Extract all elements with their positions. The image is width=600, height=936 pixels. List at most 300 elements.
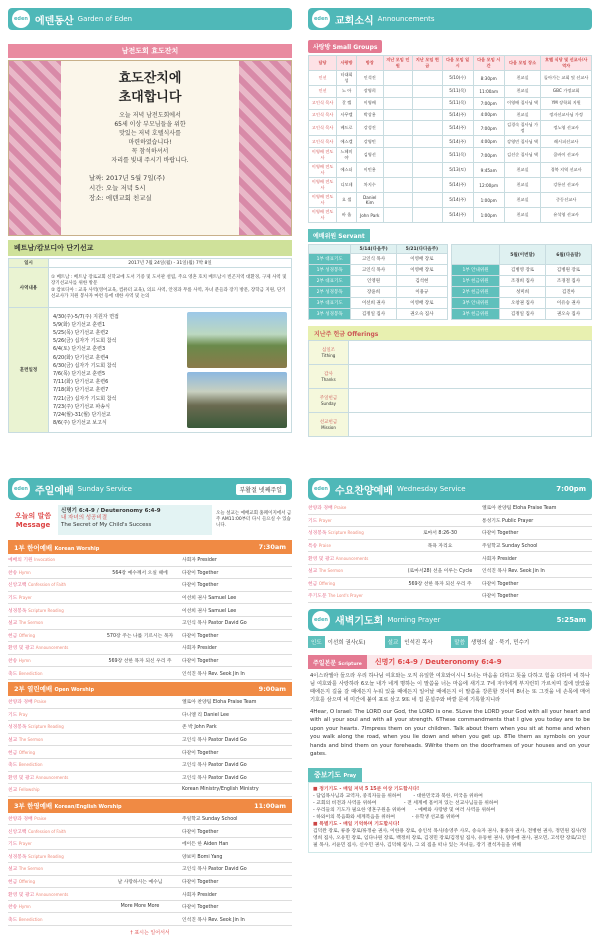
sg-cell: 7:00pm — [473, 121, 504, 136]
prayer-item: - 담임목사님과 교역자, 중직자들을 위하여 - 대한민국과 북한, 미국을 위하여 — [313, 793, 483, 799]
sg-cell: 이민용 — [356, 163, 383, 178]
sg-cell: 갈 렙 — [337, 97, 357, 109]
offering-amount — [349, 341, 592, 365]
order-person: 다같이 Together — [182, 659, 219, 665]
order-item-en: Announcements — [35, 774, 69, 780]
content-item: ① 베트남 : 베트남 장로교회 신학교에 도서 기증 및 도서관 설립, 주요 영혼 호치 베트남시 빈곤지역 대환경, 구제 사역 및 장기선교사를 위한 방문 — [51, 274, 287, 286]
sg-cell: 11:00am — [473, 86, 504, 98]
order-item-ko: 성경봉독 — [8, 854, 27, 860]
list-item — [8, 567, 292, 580]
part3-en: Korean/English Worship — [54, 804, 122, 811]
wednesday-header — [308, 478, 592, 500]
sg-cell: 5/11(목) — [442, 86, 473, 98]
sg-cell: GBC 가정교회 — [541, 86, 592, 98]
order-person: 에이든 한 Aiden Han — [182, 842, 229, 848]
part3-time: 11:00am — [254, 801, 286, 810]
list-item — [8, 863, 292, 876]
order-person: 이선희 권사 Samuel Lee — [182, 596, 237, 602]
list-item — [8, 759, 292, 772]
sg-cell: 강영민 — [356, 136, 383, 148]
table-row — [309, 298, 448, 309]
list-item — [308, 552, 592, 565]
message-note: 오늘 설교는 예배교회 홈페이지에서 금주 AM11:00부터 다시 들으실 수 있습니다. — [216, 511, 292, 528]
order-item-en: Scripture Reading — [28, 853, 64, 859]
order-item-ko: 축도 — [8, 917, 18, 923]
list-item — [8, 734, 292, 747]
sg-cell: 친교실 — [504, 163, 540, 178]
sg-cell: 5/11(목) — [442, 97, 473, 109]
sg-cell: 이영배 전도사 — [309, 148, 337, 163]
order-item-en: Praise — [334, 505, 347, 511]
table-row — [309, 341, 592, 365]
order-item-en: Praise — [318, 543, 331, 549]
announcements-panel — [308, 8, 592, 454]
sunday-tag: 부활절 넷째주일 — [236, 484, 286, 495]
sg-cell: 타대회성 — [337, 71, 357, 86]
morning-title: 새벽기도회 — [335, 616, 384, 628]
order-item — [8, 670, 98, 677]
sg-cell: 친교실 — [504, 193, 540, 208]
order-item-en: The Sermon — [318, 568, 343, 574]
sg-cell — [383, 208, 413, 223]
morning-time: 5:25am — [556, 615, 586, 624]
offering-ko: 선교헌금 — [319, 420, 338, 426]
order-item-ko: 특송 — [308, 544, 318, 550]
sg-cell: 강릉선 선교사 — [541, 178, 592, 193]
sg-cell: 박상용 — [356, 109, 383, 121]
order-item — [8, 581, 98, 588]
sg-header: 방장 — [356, 56, 383, 71]
order-item-ko: 성경봉독 — [8, 725, 27, 731]
offering-en: Mission — [321, 425, 336, 431]
wednesday-order — [308, 502, 592, 603]
servant-cell: 김진아 — [546, 287, 592, 298]
servant-header: 5/21(다다음주) — [396, 245, 447, 254]
order-item-ko: 예배의 기원 — [8, 558, 33, 564]
table-row — [309, 389, 592, 413]
sg-cell — [413, 97, 443, 109]
order-person: 이선희 권사 Samuel Lee — [182, 608, 237, 614]
order-item — [8, 556, 98, 563]
sg-cell — [383, 193, 413, 208]
sg-header: 다음 모임 장소 — [504, 56, 540, 71]
scripture-ref: 신명기 6:4-9 / Deuteronomy 6:4-9 — [374, 657, 502, 666]
list-item — [8, 850, 292, 863]
order-person: 양보미 Bomi Yang — [182, 854, 223, 860]
order-item — [8, 774, 98, 781]
order-detail: More More More — [120, 904, 160, 910]
servant-cell: 조경희 집사 — [500, 276, 546, 287]
order-item — [8, 903, 98, 910]
sg-cell: 이영배 집사님 댁 — [504, 97, 540, 109]
servant-cell: 이영배 장로 — [396, 298, 447, 309]
offering-label — [309, 389, 349, 413]
order-item-ko: 성경봉독 — [308, 531, 327, 537]
offering-label — [309, 365, 349, 389]
order-detail: 로마서 8:26-30 — [422, 531, 458, 537]
message-ref: 신명기 6:4-9 / Deuteronomy 6:4-9 — [61, 508, 161, 514]
order-item — [8, 657, 98, 664]
sg-cell: 친교실 — [504, 86, 540, 98]
order-item-ko: 환영 및 광고 — [8, 892, 35, 898]
order-item-ko: 헌금 — [308, 581, 318, 587]
right-decoration — [239, 61, 291, 235]
sg-cell: 친교실 — [504, 178, 540, 193]
scripture-label: 주일본문 Scripture — [308, 655, 367, 669]
order-item — [308, 580, 398, 587]
servant-cell: 인영원 — [351, 276, 396, 287]
part1-title: 1부 한어예배 — [14, 543, 53, 552]
training-label: 훈련일정 — [9, 308, 49, 433]
sg-cell — [383, 148, 413, 163]
angkor-photo — [187, 372, 287, 428]
list-item — [8, 667, 292, 680]
eden-logo-icon: eden — [312, 10, 330, 28]
order-item — [8, 698, 98, 705]
sg-cell: 8:30pm — [473, 71, 504, 86]
order-item-en: Prayer — [18, 841, 32, 847]
order-person: 다같이 Together — [182, 583, 219, 589]
order-person: 다같이 Together — [182, 905, 219, 911]
part2-header — [8, 682, 292, 696]
invitation-card — [8, 60, 292, 236]
order-person: 주일학교 Sunday School — [482, 544, 538, 550]
order-detail: 569장 선한 목자 되신 우리 주 — [408, 581, 472, 587]
order-item-ko: 헌금 — [8, 750, 18, 756]
period-value: 2017년 7월 24일(월) - 31일(월) 7박 8일 — [49, 259, 292, 268]
order-item-ko: 기도 — [8, 596, 18, 602]
order-person: 고인식 목사 Pastor David Go — [182, 867, 247, 873]
order-item-ko: 설교 — [308, 569, 318, 575]
sg-cell: 인선 — [309, 71, 337, 86]
sg-cell — [413, 163, 443, 178]
table-row — [309, 265, 448, 276]
sg-cell: 돌아가는 교회 및 선교사 — [541, 71, 592, 86]
list-item — [8, 876, 292, 889]
order-item-en: Offering — [318, 580, 336, 586]
servant-table-2 — [451, 244, 592, 320]
sg-cell: 느헤미야 — [337, 148, 357, 163]
order-item — [8, 761, 98, 768]
sg-cell: 중동선교사 — [541, 193, 592, 208]
sg-cell: 장영희 — [356, 86, 383, 98]
list-item — [308, 565, 592, 578]
training-item: 5/26(금) 십자가 기도회 참석 — [53, 338, 117, 345]
invite-time: 시간: 오늘 저녁 5시 — [89, 184, 146, 192]
sg-cell: 5/14(주) — [442, 121, 473, 136]
order-item — [8, 644, 98, 651]
sg-cell — [413, 86, 443, 98]
order-item-en: Scripture Reading — [28, 724, 64, 730]
invite-place: 장소: 에덴교회 친교실 — [89, 194, 152, 202]
table-row — [309, 309, 448, 320]
table-row — [309, 148, 592, 163]
servant-cell: 권오숙 집사 — [546, 309, 592, 320]
training-item: 6/30(금) 십자가 기도회 참석 — [53, 362, 117, 369]
servant-cell: 1부 헌금위원 — [452, 276, 500, 287]
order-item — [8, 916, 98, 923]
training-item: 6/4(토) 단기선교 훈련3 — [53, 346, 106, 353]
sg-cell: 에스더 — [337, 163, 357, 178]
servant-cell: 3부 안내위원 — [452, 298, 500, 309]
order-item-ko: 성경봉독 — [8, 608, 27, 614]
sg-header: 다음 모임 시간 — [473, 56, 504, 71]
small-groups-table — [308, 55, 592, 223]
sg-cell: Daniel Kim — [356, 193, 383, 208]
table-row — [309, 365, 592, 389]
order-item-en: Hymn — [18, 658, 31, 664]
list-item — [8, 813, 292, 826]
wednesday-subtitle: Wednesday Service — [396, 485, 466, 493]
list-item — [8, 746, 292, 759]
order-item — [8, 815, 98, 822]
offering-ko: 주일헌금 — [319, 396, 338, 402]
list-item — [8, 825, 292, 838]
servant-header: 5월(이번달) — [500, 245, 546, 265]
morning-label: 인도 — [308, 636, 325, 648]
servant-header — [452, 245, 500, 265]
servant-cell: 김정일 집사 — [351, 309, 396, 320]
list-item — [8, 604, 292, 617]
morning-label: 설교 — [385, 636, 402, 648]
order-item — [308, 592, 398, 599]
sg-cell: 9:45am — [473, 163, 504, 178]
scripture-english: 4Hear, O Israel: The LORD our God, the LORD is one. 5Love the LORD your God with all your heart and with all your soul and with all your strength. 6These commandments that I give you today are to be upon your hearts. 7Impress them on your children. Talk about them when you sit at home and when you walk along the road, when you lie down and when you get up. 8Tie them as symbols on your hands and bind them on your foreheads. 9Write them on the doorframes of your houses and on your gates. — [310, 708, 590, 758]
sg-cell — [383, 136, 413, 148]
table-row — [309, 413, 592, 437]
order-person: 인석진 목사 Rev. Seok Jin In — [182, 671, 245, 677]
list-item — [8, 655, 292, 668]
wednesday-title: 수요찬양예배 — [335, 485, 393, 497]
message-label-en: Message — [15, 521, 51, 529]
sg-cell: 5/14(주) — [442, 208, 473, 223]
order-item-en: Hymn — [18, 569, 31, 575]
order-item-en: Pray — [18, 711, 28, 717]
order-item-ko: 축도 — [8, 763, 18, 769]
list-item — [308, 540, 592, 553]
table-row — [309, 276, 448, 287]
order-person: 다같이 Together — [182, 829, 219, 835]
eden-logo-icon: eden — [312, 611, 330, 629]
order-person: 고인식 목사 Pastor David Go — [182, 738, 247, 744]
table-row — [309, 193, 592, 208]
training-item: 7/11(화) 단기선교 훈련6 — [53, 379, 109, 386]
sunday-subtitle: Sunday Service — [77, 485, 132, 493]
invite-line: 꼭 참석하셔서 — [131, 148, 169, 155]
training-item: 5/9(화) 단기선교 훈련1 — [53, 321, 106, 328]
order-person: 주일학교 Sunday School — [182, 816, 238, 822]
sg-cell: 노 아 — [337, 86, 357, 98]
list-item — [308, 527, 592, 540]
sg-cell — [413, 193, 443, 208]
order-person: 통성기도 Public Prayer — [482, 518, 534, 524]
list-item — [8, 888, 292, 901]
servant-cell: 권오숙 집사 — [396, 309, 447, 320]
sg-cell: John Park — [356, 208, 383, 223]
order-item-en: Praise — [34, 699, 47, 705]
sg-cell: 이영배 전도사 — [309, 193, 337, 208]
sg-cell — [413, 136, 443, 148]
training-item: 7/18(화) 단기선교 훈련7 — [53, 387, 109, 394]
servant-cell: 성미희 — [500, 287, 546, 298]
order-person: 엘로아 찬양팀 Eloha Praise Team — [482, 506, 557, 512]
training-cell — [49, 308, 292, 433]
servant-cell: 김정일 집사 — [500, 309, 546, 320]
order-item-en: Hymn — [18, 904, 31, 910]
order-person: Korean Ministry/English Ministry — [182, 787, 259, 793]
table-row — [309, 97, 592, 109]
order-item-ko: 설교 — [8, 738, 18, 744]
garden-header — [8, 8, 292, 30]
servant-cell: 3부 대표기도 — [309, 298, 351, 309]
invite-line: 오늘 저녁 남전도회에서 — [119, 112, 181, 119]
training-item: 7/6(목) 단기선교 훈련5 — [53, 371, 106, 377]
order-item — [8, 711, 98, 718]
order-detail: 569장 선한 목자 되신 우리 주 — [108, 659, 172, 665]
table-row — [309, 71, 592, 86]
order-item — [8, 786, 98, 793]
order-item — [308, 529, 398, 536]
order-person: 사회자 Presider — [482, 556, 517, 562]
sg-cell: 정자선교사님 가정 — [541, 109, 592, 121]
order-item-ko: 신앙고백 — [8, 829, 27, 835]
content-label: 사역내용 — [9, 268, 49, 308]
sunday-panel — [8, 478, 292, 936]
sg-cell: 5/10(수) — [442, 71, 473, 86]
servant-cell: 이용규 — [396, 287, 447, 298]
sg-cell: 에스겔 — [337, 136, 357, 148]
sg-cell: 요 셉 — [337, 193, 357, 208]
part1-en: Korean Worship — [54, 545, 100, 552]
list-item — [8, 592, 292, 605]
order-person: 다같이 Together — [482, 531, 519, 537]
prayer-list — [308, 782, 592, 853]
order-item-en: Confession of Faith — [28, 582, 66, 588]
order-item — [8, 632, 98, 639]
order-detail: 570장 주는 나를 기르시는 목자 — [106, 633, 174, 639]
prayer-item: - 교회의 비전과 사역을 위하여 - 전 세계에 흩어져 있는 선교사님들을 위하여 — [313, 800, 499, 806]
list-item — [308, 590, 592, 603]
training-item: 7/24(월)-31(월) 단기선교 — [53, 412, 111, 419]
servant-cell: 김병영 장로 — [500, 265, 546, 276]
sg-cell: 이영배 전도사 — [309, 208, 337, 223]
sg-cell: 김경숙 집사님 가정 — [504, 121, 540, 136]
order-item-ko: 환영 및 광고 — [308, 556, 335, 562]
sg-header: 사랑방 — [337, 56, 357, 71]
sg-cell — [413, 71, 443, 86]
prayer-item: - 하와이의 복음화와 세계복음을 위하여 - 유학생 선교를 위하여 — [313, 814, 460, 820]
sunday-title: 주일예배 — [35, 485, 74, 497]
table-row — [309, 86, 592, 98]
order-person: 고인식 목사 Pastor David Go — [182, 763, 247, 769]
offering-amount — [349, 413, 592, 437]
offering-ko: 십일조 — [321, 348, 336, 354]
servant-title: 예배위원 Servant — [308, 229, 370, 242]
sg-cell: 1:00pm — [473, 193, 504, 208]
order-item-ko: 환영 및 광고 — [8, 775, 35, 781]
order-person: 인석진 목사 Rev. Seok Jin In — [482, 569, 545, 575]
mission-header: 베트남/캄보디아 단기선교 — [8, 240, 292, 256]
prayer-item: - 우리들의 기도가 필요한 영혼구원을 위하여 - 예배와 사랑방 및 여러 사역을 위하여 — [313, 807, 496, 813]
sg-cell — [413, 109, 443, 121]
servant-cell: 1부 성경봉독 — [309, 265, 351, 276]
order-item — [308, 504, 398, 511]
order-item-ko: 찬송 — [8, 905, 18, 911]
servant-header — [309, 245, 351, 254]
order-item-en: Offering — [18, 749, 36, 755]
sg-cell — [383, 86, 413, 98]
order-person: 사회자 Presider — [182, 558, 217, 564]
order-item-ko: 찬양과 경배 — [8, 816, 33, 822]
list-item — [8, 696, 292, 709]
mission-table — [8, 258, 292, 433]
part1-order — [8, 554, 292, 680]
servant-table — [308, 244, 448, 320]
order-item — [8, 840, 98, 847]
servant-cell: 2부 헌금위원 — [452, 287, 500, 298]
eden-logo-icon: eden — [312, 480, 330, 498]
sg-cell: 유석영 선교사 — [541, 208, 592, 223]
order-item-ko: 찬양과 경배 — [8, 700, 33, 706]
table-row — [309, 163, 592, 178]
order-item-en: Praise — [34, 815, 47, 821]
servant-cell: 고인식 목사 — [351, 265, 396, 276]
offering-label — [309, 413, 349, 437]
order-item-ko: 친교 — [8, 788, 18, 794]
offering-label — [309, 341, 349, 365]
morning-value: 이선희 권사(토) — [327, 639, 366, 646]
training-item: 8/6(주) 단기선교 보고식 — [53, 420, 107, 427]
message-title: 내 자녀의 성공비결 — [61, 515, 108, 521]
training-item: 7/21(금) 십자가 기도회 참석 — [53, 395, 117, 402]
sg-cell: 이영배 전도사 — [309, 163, 337, 178]
table-row — [309, 109, 592, 121]
prayer-item: ■ 정기기도 - 매일 저녁 5 15분 이상 기도합시다! — [313, 786, 420, 792]
table-row — [452, 287, 592, 298]
sg-cell: 5/14(주) — [442, 109, 473, 121]
sg-cell: 레시피선교사 — [541, 136, 592, 148]
order-item — [8, 891, 98, 898]
order-item — [8, 569, 98, 576]
order-item-ko: 축도 — [8, 671, 18, 677]
message-label: 오늘의 말씀 — [14, 512, 52, 520]
sg-cell — [383, 178, 413, 193]
servant-cell: 장윤희 — [351, 287, 396, 298]
list-item — [8, 554, 292, 567]
order-detail: (로마서28) 선을 이루는 Cycle — [407, 569, 473, 575]
prayer-title: 중보기도 Pray — [308, 768, 362, 782]
servant-cell: 2부 대표기도 — [309, 276, 351, 287]
order-item-ko: 설교 — [8, 621, 18, 627]
sg-cell: 친교실 — [504, 208, 540, 223]
training-item: 6/20(화) 단기선교 훈련4 — [53, 354, 109, 361]
offering-table — [308, 340, 592, 437]
wednesday-time: 7:00pm — [556, 485, 586, 493]
order-item-ko: 주기도문 — [308, 594, 327, 600]
part3-title: 3부 한영예배 — [14, 802, 53, 811]
order-item-en: Confession of Faith — [28, 828, 66, 834]
morning-value: 생명의 삶 · 묵기, 민수기 — [470, 639, 530, 646]
sg-cell: 베드로 — [337, 121, 357, 136]
content-item: ② 캄보디아 : 교육 사역(영어교육, 컴퓨터 교육), 의료 사역, 안경과 무릎 사역, 자녀 분들과 장기 방문, 장학금 지원, 단기 선교사가 지원 봉사자 마련 등에 대한 사역 및 논의 — [51, 287, 286, 299]
sg-cell — [383, 163, 413, 178]
servant-cell: 3부 성경봉독 — [309, 309, 351, 320]
order-item — [8, 619, 98, 626]
offering-amount — [349, 389, 592, 413]
sg-cell: 정노영 선교사 — [541, 121, 592, 136]
part1-header — [8, 540, 292, 554]
order-item-ko: 찬양과 경배 — [308, 506, 333, 512]
